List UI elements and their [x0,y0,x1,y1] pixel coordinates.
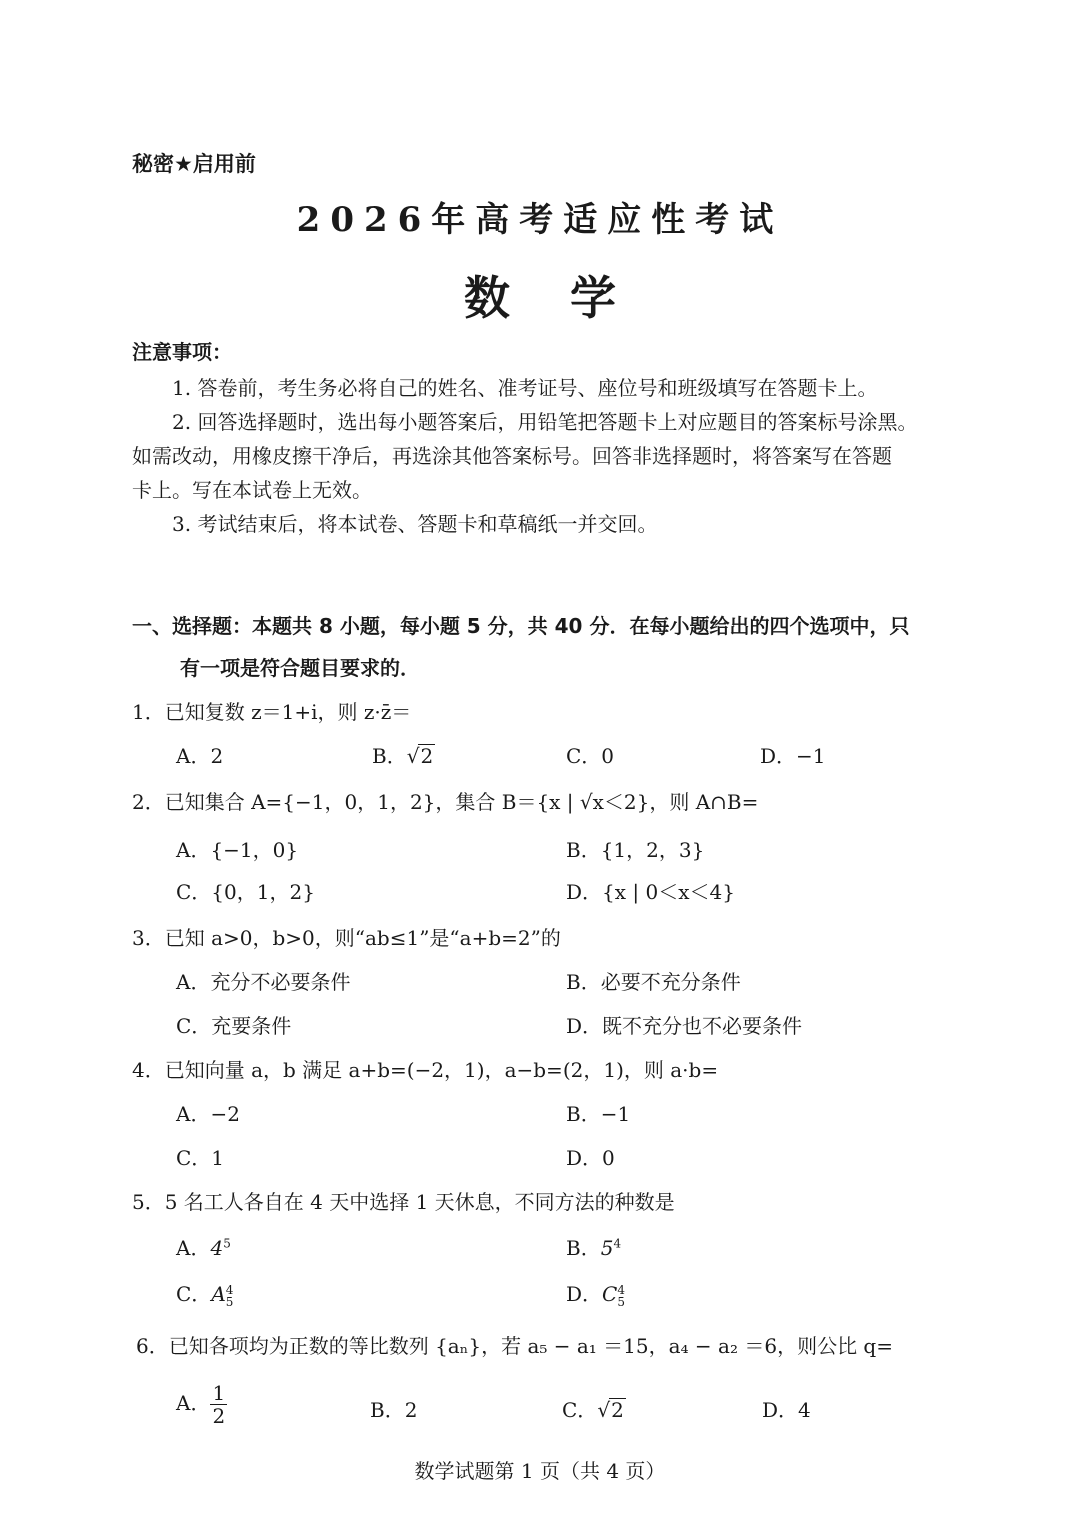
q5-option-a [176,1232,231,1261]
notice-item-2-line-3: 卡上。写在本试卷上无效。 [132,478,372,502]
q6-option-a-label: A． [176,1391,211,1415]
question-5-stem: 5．5 名工人各自在 4 天中选择 1 天休息，不同方法的种数是 [132,1190,675,1214]
q2-option-a: A．{−1，0} [176,838,299,862]
q5-option-c [176,1278,233,1308]
q6-option-d: D．4 [762,1398,811,1422]
q4-option-d: D．0 [566,1146,615,1170]
q4-option-a: A．−2 [176,1102,240,1126]
q1-option-b-label: B． [372,744,407,768]
q5-option-a-exp: 5 [223,1236,231,1251]
q5-option-d-base: C [602,1282,618,1306]
q6-option-a-denominator: 2 [212,1404,226,1428]
q4-option-b: B．−1 [566,1102,631,1126]
question-4-stem: 4．已知向量 a，b 满足 a+b=(−2，1)，a−b=(2，1)，则 a·b= [132,1058,719,1082]
page-footer: 数学试题第 1 页（共 4 页） [414,1459,666,1483]
q6-option-a [176,1382,227,1427]
q2-option-c: C．{0，1，2} [176,880,315,904]
secret-label: 秘密★启用前 [132,152,256,176]
q4-option-c: C．1 [176,1146,225,1170]
exam-title: 2026年高考适应性考试 [296,200,784,240]
question-2-stem: 2．已知集合 A={−1，0，1，2}，集合 B＝{x | √x＜2}，则 A∩B= [132,790,759,814]
notice-item-3: 3. 考试结束后，将本试卷、答题卡和草稿纸一并交回。 [172,512,658,536]
question-3-stem: 3．已知 a>0，b>0，则“ab≤1”是“a+b=2”的 [132,926,561,950]
q3-option-b: B．必要不充分条件 [566,970,741,994]
q3-option-a: A．充分不必要条件 [176,970,351,994]
q5-option-b-exp: 4 [613,1236,622,1251]
q5-option-d-sub: 5 [617,1294,625,1309]
q1-option-a: A．2 [176,744,224,768]
q1-option-c: C．0 [566,744,615,768]
q6-option-a-fraction [210,1382,227,1427]
subject-title: 数学 [464,271,676,325]
q5-option-d [566,1278,625,1308]
q6-option-c-value: 2 [611,1398,624,1422]
q5-option-a-base: 4 [210,1236,224,1260]
notice-item-1: 1. 答卷前，考生务必将自己的姓名、准考证号、座位号和班级填写在答题卡上。 [172,376,878,400]
sqrt-icon: √ [406,744,420,768]
sqrt-icon: √ [597,1398,611,1422]
question-1-stem: 1．已知复数 z＝1+i，则 z·z̄＝ [132,700,412,724]
q5-option-d-sup: 4 [617,1282,625,1297]
q6-option-a-numerator: 1 [212,1381,226,1405]
q5-option-b-label: B． [566,1236,601,1260]
q5-option-b-base: 5 [600,1236,614,1260]
q6-option-b: B．2 [370,1398,418,1422]
q5-option-d-label: D． [566,1282,603,1306]
q5-option-c-label: C． [176,1282,212,1306]
q1-option-b-value: 2 [420,744,434,768]
question-6-stem: 6．已知各项均为正数的等比数列 {aₙ}，若 a₅ − a₁ ＝15，a₄ − a₂ ＝6，则公比 q= [136,1334,893,1358]
q2-option-b: B．{1，2，3} [566,838,705,862]
q5-option-c-base: A [211,1282,226,1306]
q6-option-c [562,1394,626,1423]
q5-option-c-sup: 4 [225,1282,234,1297]
q6-option-c-label: C． [562,1398,598,1422]
q3-option-c: C．充要条件 [176,1014,292,1038]
notice-item-2-line-2: 如需改动，用橡皮擦干净后，再选涂其他答案标号。回答非选择题时，将答案写在答题 [132,444,892,468]
notice-heading: 注意事项： [132,340,232,364]
section-heading-line-1: 一、选择题：本题共 8 小题，每小题 5 分，共 40 分．在每小题给出的四个选项中，只 [132,614,910,638]
q2-option-d: D．{x | 0＜x＜4} [566,880,735,904]
q5-option-b [566,1232,621,1261]
q5-option-a-label: A． [176,1236,211,1260]
q3-option-d: D．既不充分也不必要条件 [566,1014,803,1038]
section-heading-line-2: 有一项是符合题目要求的． [180,656,420,680]
q5-option-c-sub: 5 [225,1294,234,1309]
q1-option-b [372,740,435,769]
q1-option-d: D．−1 [760,744,826,768]
notice-item-2-line-1: 2. 回答选择题时，选出每小题答案后，用铅笔把答题卡上对应题目的答案标号涂黑。 [172,410,918,434]
